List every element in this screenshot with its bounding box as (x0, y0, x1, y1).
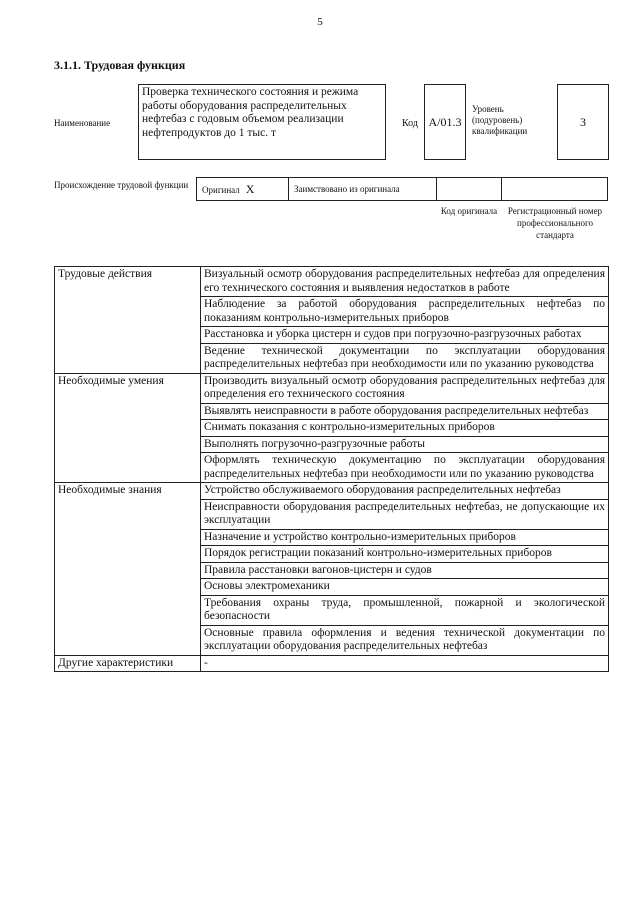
table-row (55, 267, 609, 297)
item-cell: Требования охраны труда, промышленной, пожарной и экологической безопасности (201, 595, 609, 625)
function-name-box: Проверка технического состояния и режима работы оборудования распределительных нефтебаз с годовым объемом реализации нефтепродуктов до 1 тыс. т (138, 84, 386, 160)
borrowed-cell: Заимствовано из оригинала (289, 178, 437, 200)
origin-label: Происхождение трудовой функции (54, 180, 189, 190)
category-cell: Необходимые умения (55, 373, 201, 483)
table-row (55, 483, 609, 500)
competency-table (54, 266, 609, 672)
section-heading: 3.1.1. Трудовая функция (54, 58, 186, 72)
category-cell: Необходимые знания (55, 483, 201, 656)
qualification-level-box: 3 (557, 84, 609, 160)
item-cell: Выявлять неисправности в работе оборудования распределительных нефтебаз (201, 403, 609, 420)
item-cell: Наблюдение за работой оборудования распределительных нефтебаз по показаниям контрольно-измерительных приборов (201, 297, 609, 327)
original-mark: X (245, 182, 255, 196)
registration-number-cell (502, 178, 607, 200)
registration-number-caption: Регистрационный номер профессионального стандарта (507, 206, 603, 240)
item-cell: Правила расстановки вагонов-цистерн и судов (201, 562, 609, 579)
original-label: Оригинал (202, 185, 240, 195)
item-cell: Оформлять техническую документацию по эксплуатации оборудования распределительных нефтебаз при необходимости или по указанию руководства (201, 453, 609, 483)
table-row (55, 655, 609, 672)
table-row (55, 373, 609, 403)
category-cell: Трудовые действия (55, 267, 201, 374)
item-cell: Основные правила оформления и ведения технической документации по эксплуатации оборудования распределительных нефтебаз (201, 625, 609, 655)
item-cell: - (201, 655, 609, 672)
original-code-caption: Код оригинала (440, 206, 498, 216)
item-cell: Назначение и устройство контрольно-измерительных приборов (201, 529, 609, 546)
item-cell: Снимать показания с контрольно-измерительных приборов (201, 420, 609, 437)
item-cell: Производить визуальный осмотр оборудования распределительных нефтебаз для определения его технического состояния (201, 373, 609, 403)
item-cell: Порядок регистрации показаний контрольно-измерительных приборов (201, 546, 609, 563)
origin-row (196, 177, 608, 201)
level-label: Уровень (подуровень) квалификации (472, 104, 528, 136)
item-cell: Основы электромеханики (201, 579, 609, 596)
original-code-cell (437, 178, 502, 200)
item-cell: Неисправности оборудования распределительных нефтебаз, не допускающие их эксплуатации (201, 499, 609, 529)
code-label: Код (402, 118, 418, 129)
item-cell: Выполнять погрузочно-разгрузочные работы (201, 436, 609, 453)
function-code-box: А/01.3 (424, 84, 466, 160)
page-number: 5 (317, 16, 323, 28)
original-cell (197, 178, 289, 200)
name-label: Наименование (54, 118, 111, 128)
item-cell: Расстановка и уборка цистерн и судов при погрузочно-разгрузочных работах (201, 327, 609, 344)
item-cell: Устройство обслуживаемого оборудования распределительных нефтебаз (201, 483, 609, 500)
item-cell: Ведение технической документации по эксплуатации оборудования распределительных нефтебаз при необходимости или по указанию руководства (201, 343, 609, 373)
item-cell: Визуальный осмотр оборудования распределительных нефтебаз для определения его технического состояния и выявления недостатков в работе (201, 267, 609, 297)
category-cell: Другие характеристики (55, 655, 201, 672)
